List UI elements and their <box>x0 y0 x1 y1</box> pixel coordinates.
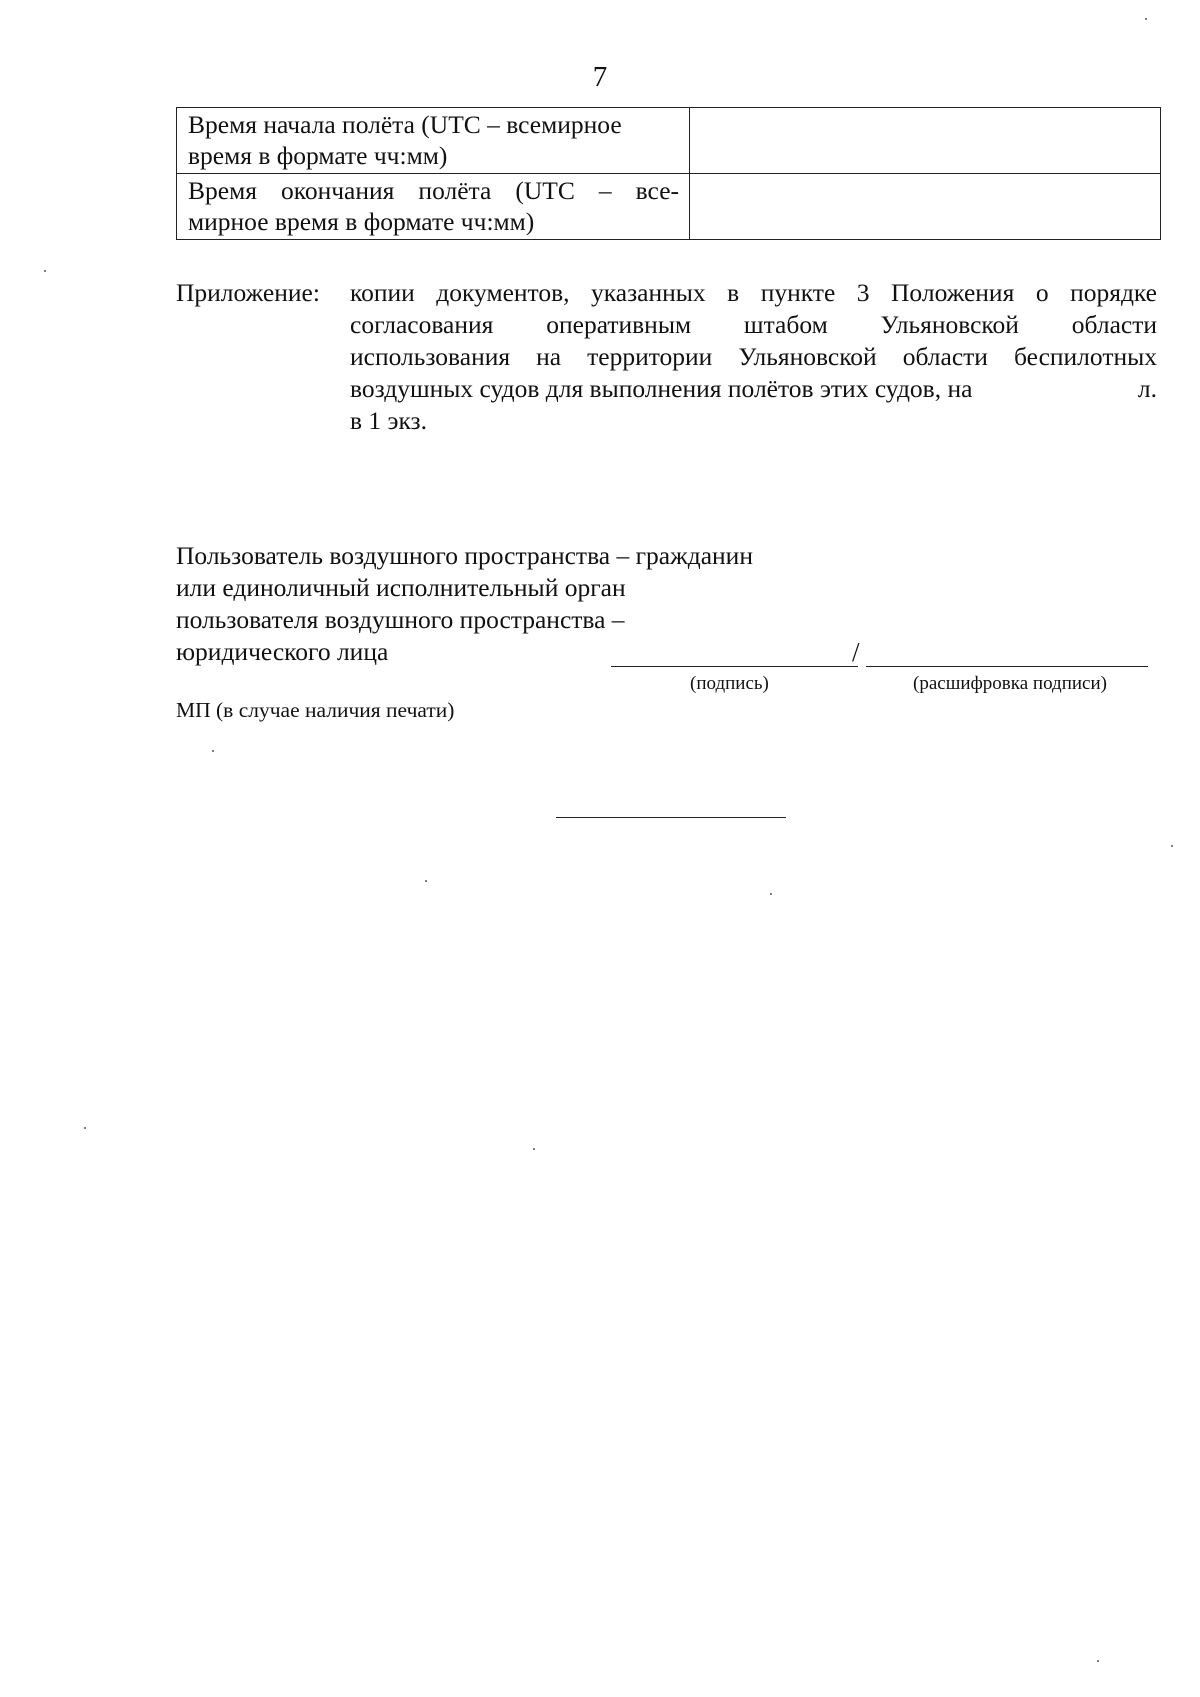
signer-line: или единоличный исполнительный орган <box>176 573 626 602</box>
signature-slash: / <box>852 637 860 667</box>
scan-speck <box>44 270 46 272</box>
attachment-line: использования на территории Ульяновской области беспилотных <box>350 342 1157 371</box>
flight-start-time-label-line-1: Время начала полёта (UTC – всемирное <box>188 110 622 139</box>
attachment-sheets-unit: л. <box>1137 374 1157 403</box>
attachment-line: копии документов, указанных в пункте 3 Положения о порядке <box>350 278 1157 307</box>
signer-line: пользователя воздушного пространства – <box>176 605 625 634</box>
scan-speck <box>1145 18 1147 20</box>
flight-end-time-label <box>177 174 690 240</box>
flight-start-time-value <box>690 108 1161 174</box>
flight-end-time-label-line-2: мирное время в формате чч:мм) <box>188 207 535 236</box>
table-row <box>177 174 1161 240</box>
flight-end-time-value <box>690 174 1161 240</box>
signer-line: Пользователь воздушного пространства – гражданин <box>176 541 753 570</box>
scan-speck <box>770 893 772 895</box>
scan-speck <box>1171 845 1173 847</box>
flight-end-time-label-line-1: Время окончания полёта (UTC – все- <box>188 176 679 205</box>
scan-speck <box>1097 1660 1099 1662</box>
attachment-copies: в 1 экз. <box>350 406 427 435</box>
signer-block <box>176 540 753 668</box>
scan-speck <box>533 1148 535 1150</box>
flight-time-table <box>176 107 1161 240</box>
signer-line: юридического лица <box>176 637 389 666</box>
table-row <box>177 108 1161 174</box>
stamp-note: МП (в случае наличия печати) <box>176 698 455 722</box>
attachment-line: согласования оперативным штабом Ульяновской области <box>350 310 1157 339</box>
signature-caption: (подпись) <box>690 673 769 694</box>
attachment-label: Приложение: <box>176 278 320 307</box>
closing-divider <box>556 817 786 818</box>
scan-speck <box>425 880 427 882</box>
flight-start-time-label-line-2: время в формате чч:мм) <box>188 141 448 170</box>
flight-start-time-label <box>177 108 690 174</box>
signature-field-line <box>611 666 858 667</box>
page-number: 7 <box>592 61 608 93</box>
scan-speck <box>84 1127 86 1129</box>
scan-speck <box>212 750 214 752</box>
signature-decoding-field-line <box>866 666 1148 667</box>
signature-decoding-caption: (расшифровка подписи) <box>913 673 1107 694</box>
attachment-line: воздушных судов для выполнения полётов этих судов, на <box>350 374 973 403</box>
